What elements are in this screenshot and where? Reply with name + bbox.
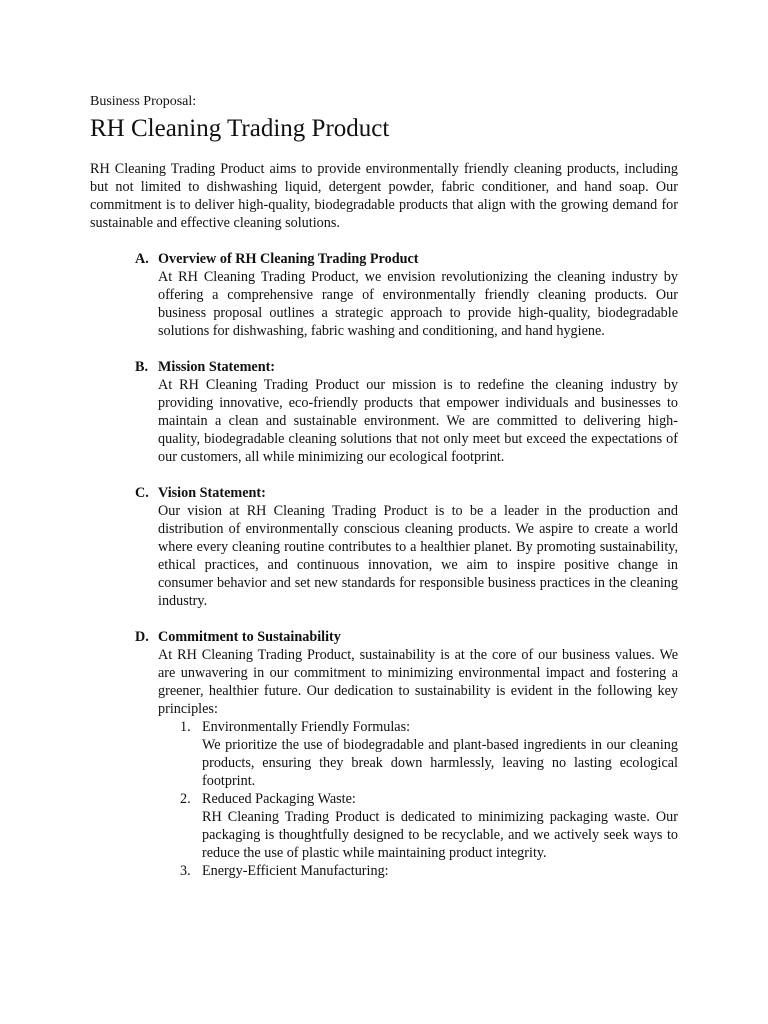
section-mission — [135, 358, 678, 466]
section-vision — [135, 484, 678, 610]
section-body: At RH Cleaning Trading Product, sustainability is at the core of our business values. We are unwavering in our commitment to minimizing environmental impact and fostering a greener, healthier future. Our dedication to sustainability is evident in the following key principles: — [158, 647, 678, 717]
list-item-heading: Environmentally Friendly Formulas: — [202, 719, 411, 735]
section-heading: Mission Statement: — [158, 359, 276, 375]
list-item — [180, 718, 678, 790]
list-number: 3. — [180, 863, 191, 879]
list-item — [180, 862, 678, 880]
section-heading: Vision Statement: — [158, 485, 266, 501]
section-overview — [135, 250, 678, 340]
document-subtitle: Business Proposal: — [90, 94, 197, 109]
section-body: Our vision at RH Cleaning Trading Product is to be a leader in the production and distribution of environmentally conscious cleaning products. We aspire to create a world where every cleaning routine contributes to a healthier planet. By promoting sustainability, ethical practices, and continuous innovation, we aim to inspire positive change in consumer behavior and set new standards for responsible business practices in the cleaning industry. — [158, 503, 678, 609]
section-heading: Commitment to Sustainability — [158, 629, 341, 645]
section-letter: C. — [135, 485, 149, 501]
document-title: RH Cleaning Trading Product — [90, 115, 390, 142]
section-body: At RH Cleaning Trading Product our mission is to redefine the cleaning industry by providing innovative, eco-friendly products that empower individuals and businesses to maintain a clean and sustainable environment. We are committed to delivering high-quality, biodegradable cleaning solutions that not only meet but exceed the expectations of our customers, all while minimizing our ecological footprint. — [158, 377, 678, 465]
section-letter: A. — [135, 251, 149, 267]
list-item — [180, 790, 678, 862]
section-sustainability — [135, 628, 678, 880]
list-number: 1. — [180, 719, 191, 735]
list-item-heading: Reduced Packaging Waste: — [202, 791, 356, 807]
section-letter: B. — [135, 359, 149, 375]
list-item-body: We prioritize the use of biodegradable and plant-based ingredients in our cleaning products, ensuring they break down harmlessly, leaving no lasting ecological footprint. — [202, 737, 678, 789]
list-item-body: RH Cleaning Trading Product is dedicated to minimizing packaging waste. Our packaging is thoughtfully designed to be recyclable, and we actively seek ways to reduce the use of plastic while maintaining product integrity. — [202, 809, 678, 861]
list-number: 2. — [180, 791, 191, 807]
intro-paragraph: RH Cleaning Trading Product aims to provide environmentally friendly cleaning products, including but not limited to dishwashing liquid, detergent powder, fabric conditioner, and hand soap. Our commitment is to deliver high-quality, biodegradable products that align with the growing demand for sustainable and effective cleaning solutions. — [90, 161, 678, 231]
section-body: At RH Cleaning Trading Product, we envision revolutionizing the cleaning industry by offering a comprehensive range of environmentally friendly cleaning products. Our business proposal outlines a strategic approach to provide high-quality, biodegradable solutions for dishwashing, fabric washing and conditioning, and hand hygiene. — [158, 269, 678, 339]
list-item-heading: Energy-Efficient Manufacturing: — [202, 863, 389, 879]
section-letter: D. — [135, 629, 149, 645]
section-heading: Overview of RH Cleaning Trading Product — [158, 251, 419, 267]
principles-list — [180, 718, 678, 880]
document-page — [90, 94, 678, 880]
